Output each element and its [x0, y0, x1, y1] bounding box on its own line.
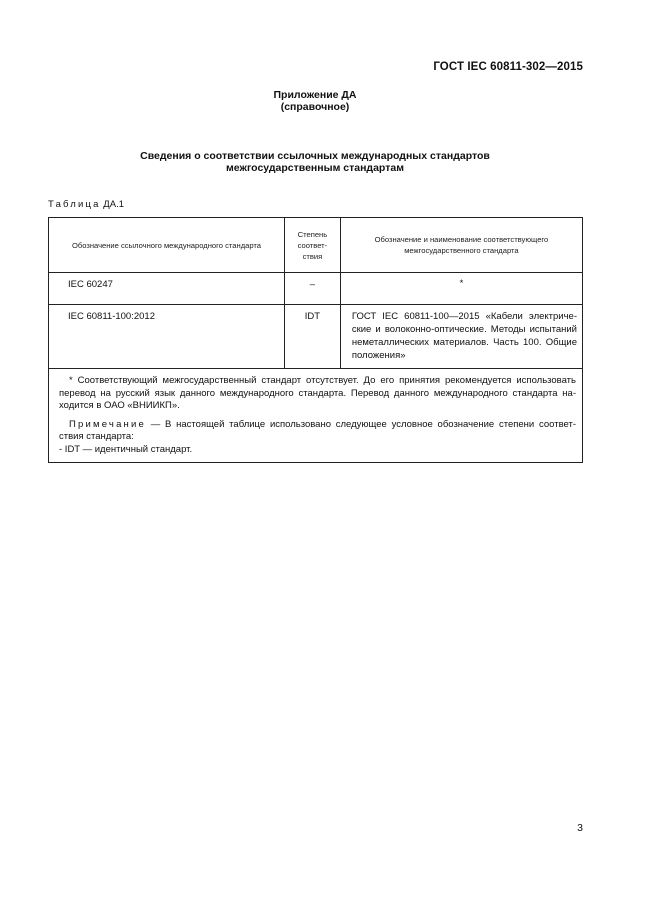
- table-row: [49, 305, 583, 369]
- cell-reference-standard: IEC 60247: [49, 273, 285, 305]
- table-notes: [49, 369, 583, 463]
- header-degree-line3: ствия: [302, 251, 323, 261]
- appendix-subtitle: (справочное): [280, 101, 350, 113]
- header-col-interstate-standard: [340, 218, 582, 273]
- section-title: [0, 150, 630, 174]
- page-number: 3: [577, 822, 583, 834]
- note-label: Примечание: [69, 418, 146, 430]
- table-footnote: * Соответствующий межгосударственный стандарт отсутствует. До его принятия рекомендуется использовать перевод на русский язык данного международного стандарта. Перевод данного международного стандарта на-ходится в ОАО «ВНИИКП».: [59, 375, 576, 411]
- table-caption-label: Таблица: [48, 199, 101, 210]
- section-title-line2: межгосударственным стандартам: [226, 162, 404, 174]
- header-interstate-line1: Обозначение и наименование соответствующего: [374, 235, 549, 244]
- document-code: ГОСТ IEC 60811-302—2015: [433, 61, 583, 73]
- table-caption-number: ДА.1: [103, 199, 124, 210]
- standards-table: [48, 217, 583, 463]
- table-note: [59, 419, 576, 444]
- cell-degree: IDT: [284, 305, 340, 369]
- header-degree-line1: Степень: [297, 229, 328, 239]
- table-caption: [48, 199, 124, 210]
- note-item: - IDT — идентичный стандарт.: [59, 443, 193, 455]
- table-header-row: [49, 218, 583, 273]
- header-interstate-line2: межгосударственного стандарта: [404, 246, 519, 255]
- header-col-reference-standard: Обозначение ссылочного международного стандарта: [49, 218, 285, 273]
- table-row: [49, 273, 583, 305]
- cell-reference-standard: IEC 60811-100:2012: [49, 305, 285, 369]
- appendix-title: Приложение ДА: [273, 89, 357, 101]
- cell-interstate-standard: *: [340, 273, 582, 305]
- cell-degree: –: [284, 273, 340, 305]
- note-text: — В настоящей таблице использовано следующее условное обозначение степени соответ-ствия стандарта:: [59, 418, 576, 442]
- table-notes-row: [49, 369, 583, 463]
- appendix-heading: [0, 89, 630, 113]
- header-degree-line2: соответ-: [297, 240, 328, 250]
- section-title-line1: Сведения о соответствии ссылочных международных стандартов: [140, 150, 490, 162]
- cell-interstate-standard: ГОСТ IEC 60811-100—2015 «Кабели электриче-ские и волоконно-оптические. Методы испытаний неметаллических материалов. Часть 100. Общие положения»: [340, 305, 582, 369]
- header-col-degree: [284, 218, 340, 273]
